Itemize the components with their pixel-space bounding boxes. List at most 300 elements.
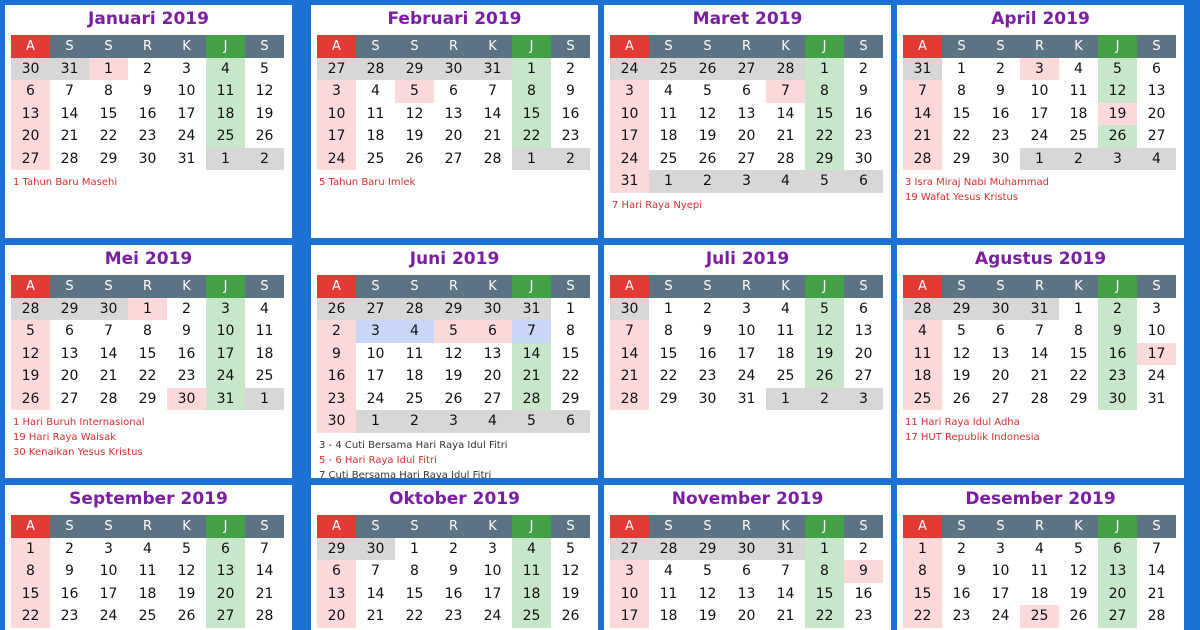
weekday-header: K xyxy=(766,35,805,58)
day-cell: 19 xyxy=(1098,103,1137,126)
day-cell: 28 xyxy=(766,58,805,81)
day-cell: 15 xyxy=(11,583,50,606)
day-cell: 31 xyxy=(473,58,512,81)
day-cell: 26 xyxy=(11,388,50,411)
day-cell: 1 xyxy=(512,58,551,81)
day-cell: 13 xyxy=(50,343,89,366)
day-cell: 5 xyxy=(942,320,981,343)
day-cell: 19 xyxy=(551,583,590,606)
day-cell: 9 xyxy=(942,560,981,583)
weekday-header: J xyxy=(206,35,245,58)
weekday-header: A xyxy=(610,35,649,58)
day-cell: 1 xyxy=(11,538,50,561)
day-cell: 5 xyxy=(395,80,434,103)
day-cell: 19 xyxy=(805,343,844,366)
day-cell: 31 xyxy=(727,388,766,411)
holiday-note: 19 Wafat Yesus Kristus xyxy=(905,192,1019,203)
weekday-header: J xyxy=(805,275,844,298)
day-cell: 29 xyxy=(434,298,473,321)
day-cell: 12 xyxy=(11,343,50,366)
day-cell: 28 xyxy=(473,148,512,171)
day-cell: 5 xyxy=(11,320,50,343)
day-cell: 20 xyxy=(1098,583,1137,606)
weekday-header: R xyxy=(727,275,766,298)
day-cell: 11 xyxy=(903,343,942,366)
day-cell: 10 xyxy=(89,560,128,583)
day-cell: 3 xyxy=(1098,148,1137,171)
weekday-header: K xyxy=(473,275,512,298)
day-cell: 1 xyxy=(805,538,844,561)
holiday-note: 1 Hari Buruh Internasional xyxy=(13,417,145,428)
day-cell: 10 xyxy=(206,320,245,343)
day-cell: 21 xyxy=(356,605,395,628)
day-cell: 5 xyxy=(512,410,551,433)
day-cell: 27 xyxy=(434,148,473,171)
day-cell: 3 xyxy=(473,538,512,561)
day-cell: 12 xyxy=(805,320,844,343)
day-cell: 22 xyxy=(512,125,551,148)
weekday-header: S xyxy=(356,275,395,298)
day-cell: 16 xyxy=(1098,343,1137,366)
day-cell: 6 xyxy=(981,320,1020,343)
weekday-header: J xyxy=(805,35,844,58)
day-cell: 8 xyxy=(805,560,844,583)
day-cell: 4 xyxy=(128,538,167,561)
day-cell: 5 xyxy=(434,320,473,343)
weekday-header: S xyxy=(844,515,883,538)
day-cell: 29 xyxy=(50,298,89,321)
weekday-header: K xyxy=(766,275,805,298)
day-cell: 17 xyxy=(167,103,206,126)
day-cell: 31 xyxy=(1020,298,1059,321)
day-cell: 16 xyxy=(551,103,590,126)
day-cell: 11 xyxy=(649,103,688,126)
weekday-header: S xyxy=(1137,35,1176,58)
day-cell: 10 xyxy=(610,583,649,606)
day-cell: 17 xyxy=(610,125,649,148)
day-cell: 20 xyxy=(473,365,512,388)
day-cell: 9 xyxy=(128,80,167,103)
day-cell: 6 xyxy=(844,170,883,193)
day-cell: 21 xyxy=(766,605,805,628)
weekday-header: J xyxy=(1098,35,1137,58)
weekday-header: S xyxy=(395,515,434,538)
day-cell: 14 xyxy=(903,103,942,126)
day-cell: 6 xyxy=(11,80,50,103)
day-cell: 8 xyxy=(942,80,981,103)
day-cell: 23 xyxy=(1098,365,1137,388)
day-cell: 30 xyxy=(11,58,50,81)
month-card xyxy=(311,485,598,630)
day-cell: 7 xyxy=(766,560,805,583)
day-cell: 26 xyxy=(317,298,356,321)
weekday-header: S xyxy=(50,35,89,58)
holiday-note: 3 Isra Miraj Nabi Muhammad xyxy=(905,177,1050,188)
day-cell: 9 xyxy=(1098,320,1137,343)
day-cell: 8 xyxy=(512,80,551,103)
day-cell: 18 xyxy=(512,583,551,606)
day-cell: 23 xyxy=(844,125,883,148)
weekday-header: K xyxy=(167,35,206,58)
day-cell: 30 xyxy=(167,388,206,411)
day-cell: 1 xyxy=(512,148,551,171)
month-card xyxy=(5,5,292,238)
month-grid xyxy=(610,275,891,410)
day-cell: 2 xyxy=(434,538,473,561)
weekday-header: A xyxy=(903,275,942,298)
day-cell: 12 xyxy=(688,103,727,126)
day-cell: 28 xyxy=(766,148,805,171)
day-cell: 16 xyxy=(688,343,727,366)
day-cell: 9 xyxy=(317,343,356,366)
day-cell: 1 xyxy=(206,148,245,171)
day-cell: 13 xyxy=(844,320,883,343)
holiday-notes xyxy=(319,175,598,190)
day-cell: 8 xyxy=(903,560,942,583)
month-card xyxy=(604,245,891,478)
day-cell: 1 xyxy=(1020,148,1059,171)
day-cell: 16 xyxy=(981,103,1020,126)
day-cell: 29 xyxy=(649,388,688,411)
month-card xyxy=(897,245,1184,478)
day-cell: 25 xyxy=(649,58,688,81)
weekday-header: A xyxy=(317,275,356,298)
holiday-notes xyxy=(905,175,1184,205)
weekday-header: R xyxy=(727,35,766,58)
day-cell: 10 xyxy=(727,320,766,343)
day-cell: 9 xyxy=(167,320,206,343)
day-cell: 2 xyxy=(942,538,981,561)
day-cell: 11 xyxy=(766,320,805,343)
weekday-header: A xyxy=(317,35,356,58)
weekday-header: R xyxy=(434,275,473,298)
day-cell: 9 xyxy=(981,80,1020,103)
day-cell: 23 xyxy=(551,125,590,148)
day-cell: 2 xyxy=(688,298,727,321)
month-title: Oktober 2019 xyxy=(389,489,520,509)
day-cell: 25 xyxy=(649,148,688,171)
day-cell: 27 xyxy=(317,58,356,81)
holiday-notes xyxy=(612,198,891,213)
weekday-header: S xyxy=(395,275,434,298)
weekday-header: A xyxy=(610,515,649,538)
weekday-header: R xyxy=(128,515,167,538)
day-cell: 18 xyxy=(206,103,245,126)
day-cell: 25 xyxy=(245,365,284,388)
day-cell: 15 xyxy=(551,343,590,366)
day-cell: 24 xyxy=(727,365,766,388)
day-cell: 10 xyxy=(1137,320,1176,343)
day-cell: 6 xyxy=(844,298,883,321)
holiday-notes xyxy=(13,415,292,460)
month-title: September 2019 xyxy=(69,489,228,509)
weekday-header: S xyxy=(89,515,128,538)
day-cell: 3 xyxy=(727,170,766,193)
day-cell: 8 xyxy=(128,320,167,343)
day-cell: 18 xyxy=(245,343,284,366)
weekday-header: A xyxy=(903,35,942,58)
day-cell: 10 xyxy=(167,80,206,103)
day-cell: 31 xyxy=(512,298,551,321)
day-cell: 30 xyxy=(128,148,167,171)
day-cell: 4 xyxy=(649,80,688,103)
day-cell: 25 xyxy=(356,148,395,171)
day-cell: 9 xyxy=(551,80,590,103)
day-cell: 30 xyxy=(317,410,356,433)
day-cell: 15 xyxy=(649,343,688,366)
holiday-note: 30 Kenaikan Yesus Kristus xyxy=(13,447,143,458)
day-cell: 4 xyxy=(245,298,284,321)
day-cell: 19 xyxy=(688,125,727,148)
day-cell: 12 xyxy=(688,583,727,606)
day-cell: 19 xyxy=(434,365,473,388)
month-title: Januari 2019 xyxy=(88,9,209,29)
day-cell: 11 xyxy=(649,583,688,606)
day-cell: 31 xyxy=(766,538,805,561)
day-cell: 14 xyxy=(766,583,805,606)
day-cell: 20 xyxy=(981,365,1020,388)
day-cell: 18 xyxy=(395,365,434,388)
day-cell: 2 xyxy=(981,58,1020,81)
day-cell: 16 xyxy=(317,365,356,388)
day-cell: 4 xyxy=(649,560,688,583)
day-cell: 18 xyxy=(356,125,395,148)
day-cell: 18 xyxy=(649,605,688,628)
weekday-header: S xyxy=(356,35,395,58)
day-cell: 7 xyxy=(610,320,649,343)
day-cell: 21 xyxy=(512,365,551,388)
month-title: Juni 2019 xyxy=(409,249,500,269)
day-cell: 10 xyxy=(317,103,356,126)
holiday-note: 5 - 6 Hari Raya Idul Fitri xyxy=(319,454,437,466)
day-cell: 21 xyxy=(473,125,512,148)
weekday-header: J xyxy=(805,515,844,538)
day-cell: 3 xyxy=(167,58,206,81)
day-cell: 5 xyxy=(805,298,844,321)
weekday-header: R xyxy=(434,515,473,538)
day-cell: 2 xyxy=(50,538,89,561)
day-cell: 30 xyxy=(981,298,1020,321)
day-cell: 13 xyxy=(727,583,766,606)
day-cell: 13 xyxy=(727,103,766,126)
day-cell: 6 xyxy=(50,320,89,343)
day-cell: 2 xyxy=(688,170,727,193)
day-cell: 13 xyxy=(1098,560,1137,583)
day-cell: 7 xyxy=(512,320,551,343)
month-card xyxy=(5,485,292,630)
holiday-note: 3 - 4 Cuti Bersama Hari Raya Idul Fitri xyxy=(319,439,508,451)
weekday-header: K xyxy=(766,515,805,538)
holiday-note: 17 HUT Republik Indonesia xyxy=(905,432,1040,443)
day-cell: 4 xyxy=(356,80,395,103)
month-title: April 2019 xyxy=(991,9,1090,29)
day-cell: 3 xyxy=(89,538,128,561)
day-cell: 28 xyxy=(610,388,649,411)
day-cell: 14 xyxy=(50,103,89,126)
day-cell: 2 xyxy=(551,58,590,81)
day-cell: 31 xyxy=(206,388,245,411)
day-cell: 26 xyxy=(805,365,844,388)
day-cell: 27 xyxy=(727,58,766,81)
day-cell: 7 xyxy=(1020,320,1059,343)
weekday-header: S xyxy=(89,275,128,298)
day-cell: 28 xyxy=(395,298,434,321)
day-cell: 4 xyxy=(903,320,942,343)
day-cell: 1 xyxy=(942,58,981,81)
weekday-header: S xyxy=(245,35,284,58)
day-cell: 19 xyxy=(942,365,981,388)
day-cell: 15 xyxy=(395,583,434,606)
day-cell: 20 xyxy=(317,605,356,628)
weekday-header: A xyxy=(11,275,50,298)
weekday-header: S xyxy=(649,35,688,58)
day-cell: 21 xyxy=(245,583,284,606)
day-cell: 6 xyxy=(1098,538,1137,561)
month-title: Desember 2019 xyxy=(965,489,1116,509)
day-cell: 5 xyxy=(805,170,844,193)
day-cell: 26 xyxy=(942,388,981,411)
day-cell: 11 xyxy=(1059,80,1098,103)
day-cell: 7 xyxy=(356,560,395,583)
day-cell: 5 xyxy=(245,58,284,81)
day-cell: 3 xyxy=(610,80,649,103)
day-cell: 12 xyxy=(551,560,590,583)
day-cell: 10 xyxy=(473,560,512,583)
holiday-note: 1 Tahun Baru Masehi xyxy=(13,177,118,188)
day-cell: 23 xyxy=(942,605,981,628)
day-cell: 17 xyxy=(206,343,245,366)
day-cell: 29 xyxy=(942,298,981,321)
day-cell: 2 xyxy=(245,148,284,171)
weekday-header: S xyxy=(688,515,727,538)
day-cell: 13 xyxy=(981,343,1020,366)
day-cell: 5 xyxy=(688,80,727,103)
weekday-header: R xyxy=(1020,275,1059,298)
weekday-header: R xyxy=(128,35,167,58)
weekday-header: K xyxy=(1059,35,1098,58)
day-cell: 2 xyxy=(317,320,356,343)
day-cell: 27 xyxy=(844,365,883,388)
day-cell: 12 xyxy=(1098,80,1137,103)
day-cell: 8 xyxy=(11,560,50,583)
weekday-header: J xyxy=(1098,515,1137,538)
month-grid xyxy=(317,515,598,628)
day-cell: 30 xyxy=(844,148,883,171)
day-cell: 20 xyxy=(11,125,50,148)
month-card xyxy=(311,5,598,238)
day-cell: 15 xyxy=(942,103,981,126)
day-cell: 1 xyxy=(805,58,844,81)
day-cell: 7 xyxy=(766,80,805,103)
day-cell: 1 xyxy=(551,298,590,321)
day-cell: 20 xyxy=(206,583,245,606)
day-cell: 19 xyxy=(688,605,727,628)
day-cell: 28 xyxy=(11,298,50,321)
day-cell: 22 xyxy=(89,125,128,148)
day-cell: 14 xyxy=(245,560,284,583)
weekday-header: J xyxy=(512,35,551,58)
month-card xyxy=(604,485,891,630)
day-cell: 16 xyxy=(434,583,473,606)
day-cell: 4 xyxy=(766,298,805,321)
holiday-note: 7 Cuti Bersama Hari Raya Idul Fitri xyxy=(319,469,492,481)
day-cell: 25 xyxy=(512,605,551,628)
weekday-header: S xyxy=(89,35,128,58)
day-cell: 25 xyxy=(1020,605,1059,628)
weekday-header: S xyxy=(688,275,727,298)
day-cell: 1 xyxy=(89,58,128,81)
day-cell: 5 xyxy=(688,560,727,583)
day-cell: 28 xyxy=(245,605,284,628)
day-cell: 6 xyxy=(727,560,766,583)
month-card xyxy=(897,5,1184,238)
day-cell: 30 xyxy=(473,298,512,321)
day-cell: 12 xyxy=(434,343,473,366)
weekday-header: S xyxy=(356,515,395,538)
weekday-header: R xyxy=(434,35,473,58)
weekday-header: J xyxy=(1098,275,1137,298)
day-cell: 17 xyxy=(1020,103,1059,126)
day-cell: 5 xyxy=(1059,538,1098,561)
day-cell: 18 xyxy=(903,365,942,388)
day-cell: 4 xyxy=(1020,538,1059,561)
day-cell: 12 xyxy=(1059,560,1098,583)
day-cell: 26 xyxy=(551,605,590,628)
day-cell: 24 xyxy=(610,148,649,171)
day-cell: 8 xyxy=(805,80,844,103)
weekday-header: S xyxy=(942,275,981,298)
day-cell: 14 xyxy=(89,343,128,366)
day-cell: 17 xyxy=(981,583,1020,606)
day-cell: 2 xyxy=(1059,148,1098,171)
day-cell: 31 xyxy=(1137,388,1176,411)
day-cell: 7 xyxy=(89,320,128,343)
day-cell: 6 xyxy=(434,80,473,103)
day-cell: 22 xyxy=(942,125,981,148)
day-cell: 23 xyxy=(50,605,89,628)
day-cell: 11 xyxy=(245,320,284,343)
day-cell: 16 xyxy=(128,103,167,126)
day-cell: 17 xyxy=(89,583,128,606)
day-cell: 10 xyxy=(1020,80,1059,103)
day-cell: 3 xyxy=(727,298,766,321)
day-cell: 20 xyxy=(50,365,89,388)
weekday-header: S xyxy=(50,275,89,298)
weekday-header: J xyxy=(206,515,245,538)
weekday-header: R xyxy=(1020,35,1059,58)
day-cell: 20 xyxy=(1137,103,1176,126)
day-cell: 29 xyxy=(551,388,590,411)
day-cell: 3 xyxy=(317,80,356,103)
day-cell: 24 xyxy=(206,365,245,388)
day-cell: 2 xyxy=(805,388,844,411)
weekday-header: S xyxy=(551,275,590,298)
day-cell: 7 xyxy=(50,80,89,103)
weekday-header: K xyxy=(473,35,512,58)
month-grid xyxy=(903,35,1184,170)
day-cell: 3 xyxy=(1020,58,1059,81)
day-cell: 12 xyxy=(395,103,434,126)
day-cell: 22 xyxy=(551,365,590,388)
day-cell: 28 xyxy=(649,538,688,561)
day-cell: 31 xyxy=(903,58,942,81)
day-cell: 11 xyxy=(128,560,167,583)
day-cell: 1 xyxy=(1059,298,1098,321)
weekday-header: S xyxy=(981,35,1020,58)
day-cell: 28 xyxy=(1020,388,1059,411)
day-cell: 17 xyxy=(610,605,649,628)
day-cell: 13 xyxy=(1137,80,1176,103)
